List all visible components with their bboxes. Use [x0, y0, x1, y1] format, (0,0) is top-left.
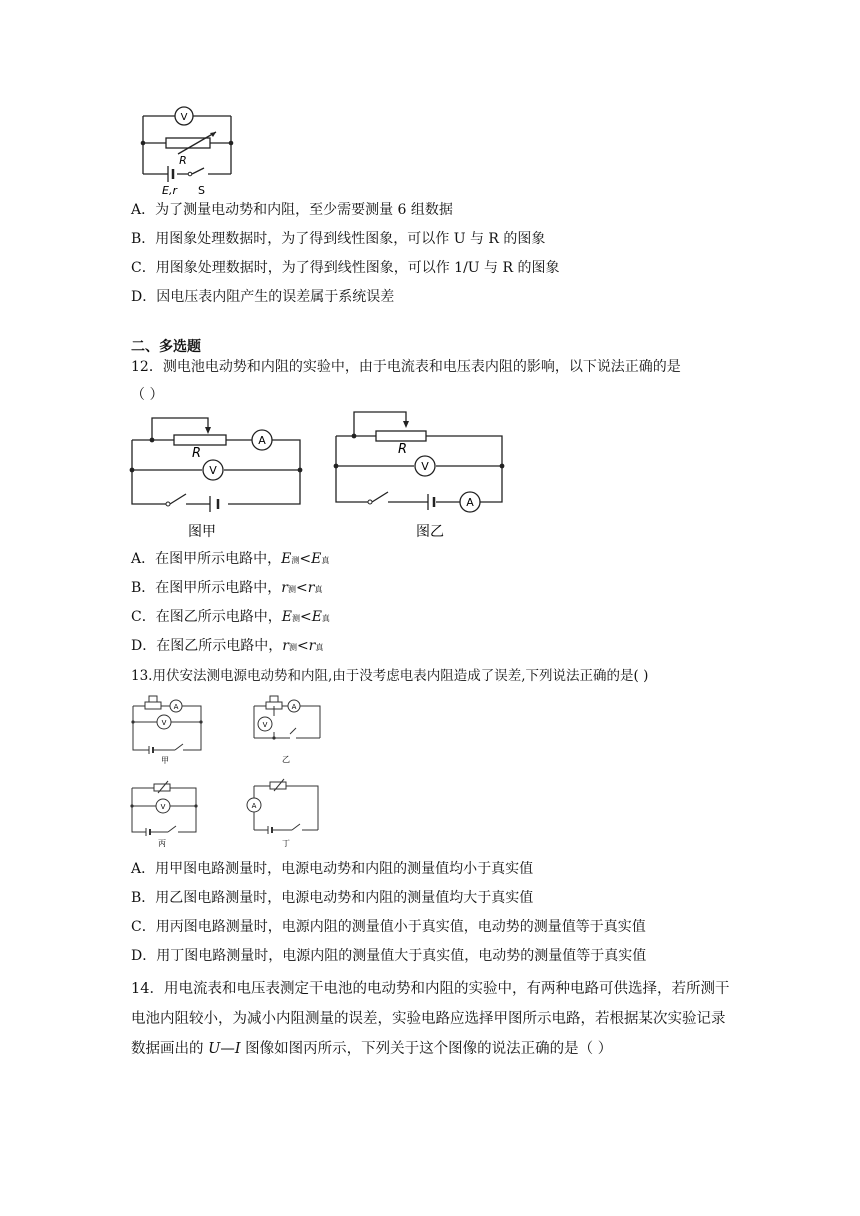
q12-option-a-sub1: 测 [291, 556, 300, 565]
q11-option-b: B．用图象处理数据时，为了得到线性图象，可以作 U 与 R 的图象 [131, 231, 546, 247]
q12-option-c-symbol: E [281, 609, 292, 625]
q12-fig2-voltmeter: V [421, 460, 429, 473]
q13-circuit-jia [131, 692, 211, 764]
q13-option-c: C．用丙图电路测量时，电源内阻的测量值小于真实值，电动势的测量值等于真实值 [131, 919, 646, 935]
q12-fig2-ammeter: A [466, 496, 474, 509]
q12-option-b [131, 577, 322, 597]
q13-bing-voltmeter: V [160, 803, 166, 811]
q12-option-b-relation: < [296, 580, 308, 596]
q13-yi-ammeter: A [291, 703, 297, 711]
q13-option-d: D．用丁图电路测量时，电源内阻的测量值大于真实值，电动势的测量值等于真实值 [131, 948, 647, 964]
q12-fig1-r-label: R [192, 446, 202, 461]
q13-stem: 13.用伏安法测电源电动势和内阻,由于没考虑电表内阻造成了误差,下列说法正确的是( ) [131, 668, 649, 684]
q12-option-a-relation: < [299, 551, 312, 567]
q13-jia-ammeter: A [173, 703, 179, 711]
q13-jia-caption: 甲 [161, 756, 169, 765]
q12-option-d-symbol2: r [308, 638, 316, 654]
q11-er-label: E,r [162, 184, 177, 197]
q12-option-c-sub2: 真 [321, 614, 330, 623]
q12-option-c [131, 606, 330, 626]
q12-fig2-caption: 图乙 [416, 524, 444, 540]
q13-circuit-yi [250, 692, 330, 772]
q12-fig1-ammeter: A [258, 434, 266, 447]
q12-option-a-symbol: E [281, 551, 292, 567]
q13-yi-voltmeter: V [262, 721, 268, 729]
q12-option-c-sub1: 测 [291, 614, 300, 623]
q14-symbol-i: I [234, 1041, 241, 1057]
q11-voltmeter-label: V [180, 112, 188, 123]
q12-option-a-symbol2: E [311, 551, 322, 567]
q13-bing-caption: 丙 [158, 839, 166, 848]
q13-option-b: B．用乙图电路测量时，电源电动势和内阻的测量值均大于真实值 [131, 890, 534, 906]
q12-option-b-sub2: 真 [314, 585, 323, 594]
q12-circuit-figure-jia [128, 412, 308, 542]
q12-option-a-prefix: A．在图甲所示电路中， [131, 551, 282, 567]
q11-s-label: S [198, 184, 205, 197]
q12-option-a [131, 548, 329, 568]
q12-option-b-sub1: 测 [288, 585, 296, 594]
q12-option-c-prefix: C．在图乙所示电路中， [131, 609, 282, 625]
q12-fig1-caption: 图甲 [188, 524, 216, 540]
q11-option-c: C．用图象处理数据时，为了得到线性图象，可以作 1/U 与 R 的图象 [131, 260, 560, 276]
q12-stem-line2: （ ） [131, 387, 164, 403]
q14-dash: — [220, 1041, 235, 1057]
q12-option-a-sub2: 真 [321, 556, 330, 565]
q13-circuit-bing [128, 780, 208, 852]
q13-circuit-ding [246, 780, 326, 852]
q14-stem [131, 974, 731, 1064]
q11-option-a: A．为了测量电动势和内阻，至少需要测量 6 组数据 [131, 202, 453, 218]
q12-fig2-r-label: R [398, 442, 408, 457]
q12-option-d-symbol: r [282, 638, 289, 654]
section-title: 二、多选题 [131, 339, 201, 355]
q12-option-c-relation: < [299, 609, 312, 625]
q11-r-label: R [179, 154, 187, 167]
q12-fig1-voltmeter: V [209, 464, 217, 477]
q12-option-d-sub1: 测 [288, 643, 297, 652]
q14-text-part1: 14．用电流表和电压表测定干电池的电动势和内阻的实验中，有两种电路可供选择，若所测干电池内阻较小，为减小内阻测量的误差，实验电路应选择甲图所示电路，若根据某次实验记录数据画出的 [131, 981, 730, 1057]
q14-text-part2: 图像如图丙所示，下列关于这个图像的说法正确的是（ ） [240, 1041, 613, 1057]
q12-option-d-prefix: D．在图乙所示电路中， [131, 638, 283, 654]
q14-symbol-u: U [208, 1041, 221, 1057]
q12-circuit-figure-yi [330, 408, 510, 542]
q12-option-b-symbol2: r [307, 580, 315, 596]
q13-option-a: A．用甲图电路测量时，电源电动势和内阻的测量值均小于真实值 [131, 861, 534, 877]
q12-option-c-symbol2: E [311, 609, 322, 625]
q11-circuit-diagram [138, 102, 238, 197]
q12-option-d-relation: < [296, 638, 309, 654]
q13-yi-caption: 乙 [282, 755, 290, 764]
q12-option-b-prefix: B．在图甲所示电路中， [131, 580, 282, 596]
q12-option-d-sub2: 真 [315, 643, 324, 652]
q12-stem-line1: 12．测电池电动势和内阻的实验中，由于电流表和电压表内阻的影响，以下说法正确的是 [131, 359, 681, 375]
q12-option-b-symbol: r [281, 580, 288, 596]
q11-option-d: D．因电压表内阻产生的误差属于系统误差 [131, 289, 395, 305]
q12-option-d [131, 635, 323, 655]
q13-ding-ammeter: A [251, 802, 257, 810]
q13-jia-voltmeter: V [161, 719, 167, 727]
q13-ding-caption: 丁 [282, 839, 290, 848]
